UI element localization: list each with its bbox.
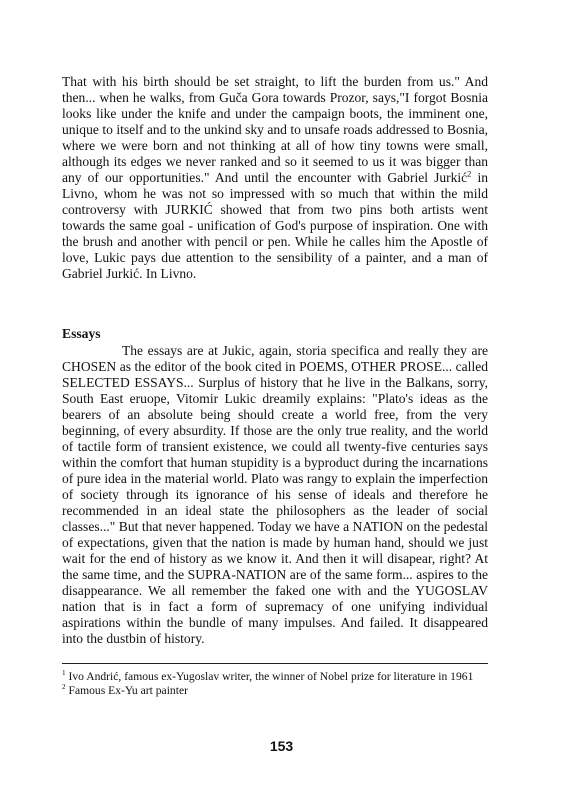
page-number: 153 [269, 738, 294, 754]
body-paragraph-1 [62, 74, 488, 282]
footnote-2-mark: 2 [62, 682, 66, 691]
footnote-1 [62, 670, 488, 684]
paragraph-1-text-a: That with his birth should be set straight, to lift the burden from us." And then... when he walks, from Guča Gora towards Prozor, says,"I forgot Bosnia looks like under the knife and under the campaign boots, the imminent one, unique to itself and to the unkind sky and to unsafe roads addressed to Bosnia, where we were born and not thinking at all of how tiny towns were small, although its edges we never ranked and so it seemed to us it was bigger than any of our opportunities." And until the encounter with Gabriel Jurkić [62, 74, 488, 185]
footnote-2 [62, 684, 488, 698]
paragraph-1-text-b: in Livno, whom he was not so impressed with so much that within the mild controversy with JURKIĆ showed that from two pins both artists went towards the same goal - unification of God's purpose of inspiration. One with the brush and another with pencil or pen. While he calles him the Apostle of love, Lukic pays due attention to the sensibility of a painter, and a man of Gabriel Jurkić. In Livno. [62, 170, 488, 281]
body-paragraph-2: The essays are at Jukic, again, storia specifica and really they are CHOSEN as the editor of the book cited in POEMS, OTHER PROSE... called SELECTED ESSAYS... Surplus of history that he live in the Balkans, sorry, South East eruope, Vitomir Lukic dreamily explains: "Plato's ideas as the bearers of an absolute being should create a world free, from the very beginning, of every absurdity. If those are the only true reality, and the world of tactile form of transient existence, we could all twenty-five centuries says within the comfort that human stupidity is a byproduct during the incarnations of pure idea in the material world. Plato was rangy to explain the imperfection of society through its ignorance of his sense of ideals and therefore he recommended in an ideal state the philosophers as the leader of social classes..." But that never happened. Today we have a NATION on the pedestal of expectations, given that the nation is made by human hand, should we just wait for the end of history as we know it. And then it will disapear, right? At the same time, and the SUPRA-NATION are of the same form... aspires to the disappearance. We all remember the faked one with and the YUGOSLAV nation that is in fact a form of supremacy of one unifying individual aspirations within the bundle of many impulses. And failed. It disappeared into the dustbin of history. [62, 343, 488, 646]
footnote-reference-2: 2 [467, 169, 472, 179]
footnote-2-text: Famous Ex-Yu art painter [65, 683, 188, 697]
footnotes [62, 670, 488, 697]
section-heading-essays: Essays [62, 326, 101, 341]
footnote-1-mark: 1 [62, 669, 66, 678]
footnote-1-text: Ivo Andrić, famous ex-Yugoslav writer, the winner of Nobel prize for literature in 1961 [65, 670, 474, 683]
footnote-divider [62, 663, 488, 664]
